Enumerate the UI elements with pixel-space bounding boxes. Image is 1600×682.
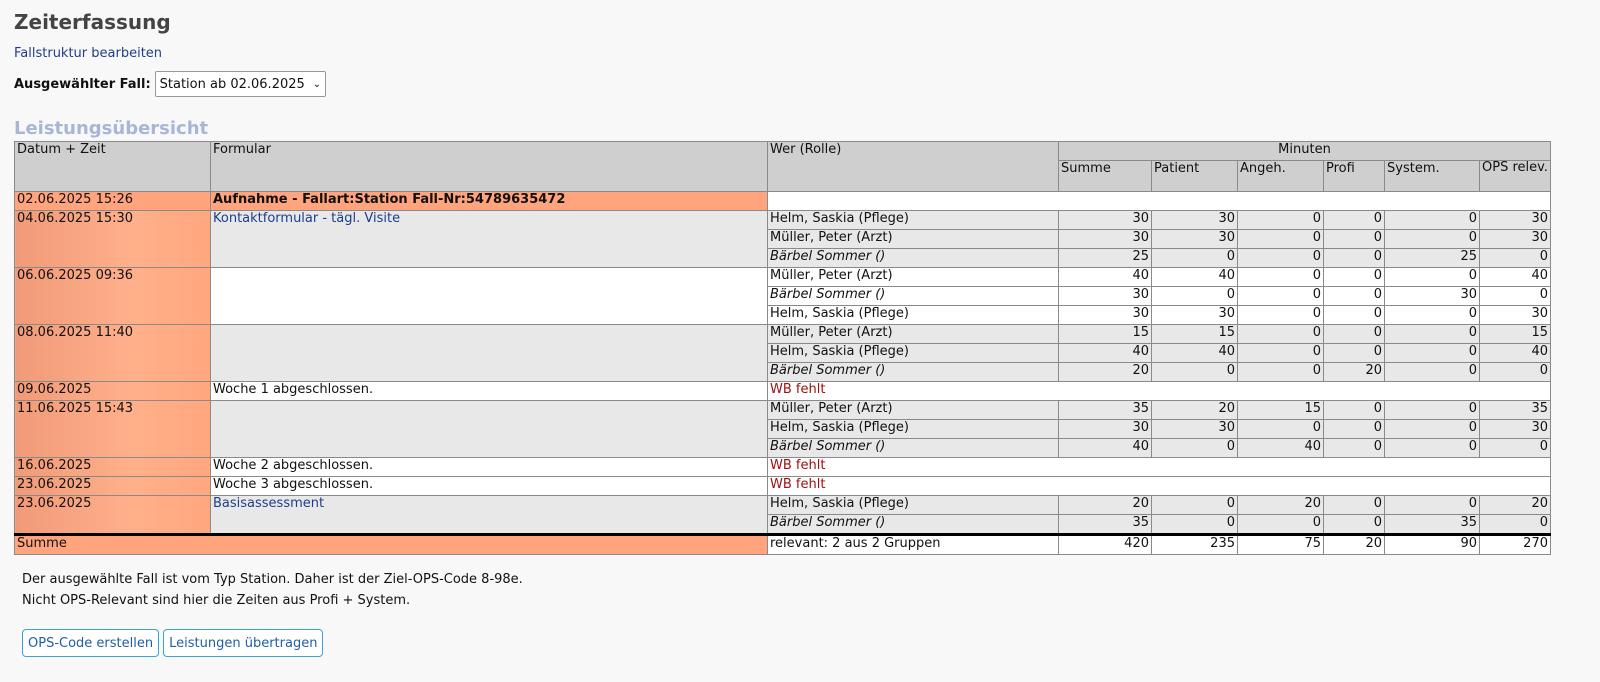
value-cell: 0	[1385, 211, 1480, 230]
value-cell: 0	[1152, 515, 1238, 535]
person-cell: Helm, Saskia (Pflege)	[768, 211, 1059, 230]
value-cell: 0	[1152, 439, 1238, 458]
value-cell: 30	[1480, 306, 1551, 325]
person-cell: Helm, Saskia (Pflege)	[768, 496, 1059, 515]
value-cell: 0	[1324, 496, 1385, 515]
sum-value: 270	[1480, 535, 1551, 555]
person-cell: Helm, Saskia (Pflege)	[768, 306, 1059, 325]
form-cell[interactable]	[211, 496, 768, 535]
value-cell: 15	[1152, 325, 1238, 344]
case-selector-row	[14, 71, 1600, 97]
value-cell: 0	[1324, 211, 1385, 230]
sum-value: 90	[1385, 535, 1480, 555]
table-row	[15, 401, 1551, 420]
value-cell: 30	[1480, 420, 1551, 439]
col-header-system: System.	[1385, 161, 1480, 192]
section-title: Leistungsübersicht	[14, 118, 209, 139]
value-cell: 0	[1152, 287, 1238, 306]
table-row	[15, 325, 1551, 344]
value-cell: 40	[1152, 268, 1238, 287]
value-cell: 40	[1480, 344, 1551, 363]
value-cell: 0	[1152, 249, 1238, 268]
value-cell: 40	[1152, 344, 1238, 363]
value-cell: 30	[1480, 230, 1551, 249]
value-cell: 0	[1238, 344, 1324, 363]
value-cell: 0	[1385, 439, 1480, 458]
person-cell: Helm, Saskia (Pflege)	[768, 420, 1059, 439]
value-cell: 0	[1385, 268, 1480, 287]
date-cell: 02.06.2025 15:26	[15, 192, 211, 211]
sum-relevant: relevant: 2 aus 2 Gruppen	[768, 535, 1059, 555]
case-select-value: Station ab 02.06.2025	[159, 76, 305, 92]
value-cell: 0	[1480, 249, 1551, 268]
table-row	[15, 477, 1551, 496]
notes	[22, 569, 1600, 611]
value-cell: 30	[1059, 230, 1152, 249]
value-cell: 0	[1385, 496, 1480, 515]
table-row	[15, 496, 1551, 515]
date-cell: 23.06.2025	[15, 496, 211, 535]
date-cell: 23.06.2025	[15, 477, 211, 496]
page-title: Zeiterfassung	[14, 10, 171, 34]
sum-value: 75	[1238, 535, 1324, 555]
form-cell	[211, 325, 768, 382]
value-cell: 0	[1324, 249, 1385, 268]
note-line: Nicht OPS-Relevant sind hier die Zeiten aus Profi + System.	[22, 593, 411, 608]
value-cell: 0	[1324, 306, 1385, 325]
sum-value: 420	[1059, 535, 1152, 555]
form-cell	[211, 268, 768, 325]
form-cell: Woche 2 abgeschlossen.	[211, 458, 768, 477]
col-header-profi: Profi	[1324, 161, 1385, 192]
value-cell: 0	[1480, 439, 1551, 458]
value-cell: 30	[1059, 211, 1152, 230]
value-cell: 30	[1152, 306, 1238, 325]
date-cell: 08.06.2025 11:40	[15, 325, 211, 382]
value-cell: 40	[1238, 439, 1324, 458]
value-cell: 30	[1059, 420, 1152, 439]
create-ops-code-button[interactable]: OPS-Code erstellen	[22, 629, 159, 657]
table-row	[15, 458, 1551, 477]
chevron-down-icon: ⌄	[312, 78, 322, 90]
value-cell: 0	[1324, 325, 1385, 344]
transfer-services-button[interactable]: Leistungen übertragen	[163, 629, 323, 657]
col-header-angeh: Angeh.	[1238, 161, 1324, 192]
date-cell: 06.06.2025 09:36	[15, 268, 211, 325]
value-cell: 20	[1238, 496, 1324, 515]
value-cell: 30	[1152, 420, 1238, 439]
value-cell: 35	[1480, 401, 1551, 420]
person-cell: Müller, Peter (Arzt)	[768, 325, 1059, 344]
value-cell: 0	[1152, 363, 1238, 382]
value-cell: 20	[1152, 401, 1238, 420]
value-cell: 0	[1324, 344, 1385, 363]
value-cell: 0	[1238, 230, 1324, 249]
date-cell: 09.06.2025	[15, 382, 211, 401]
person-cell: Müller, Peter (Arzt)	[768, 268, 1059, 287]
value-cell: 30	[1059, 287, 1152, 306]
value-cell: 0	[1238, 287, 1324, 306]
value-cell: 15	[1059, 325, 1152, 344]
note-line: Der ausgewählte Fall ist vom Typ Station. Daher ist der Ziel-OPS-Code 8-98e.	[22, 572, 523, 587]
value-cell: 40	[1059, 439, 1152, 458]
value-cell: 30	[1385, 287, 1480, 306]
person-cell: Müller, Peter (Arzt)	[768, 230, 1059, 249]
value-cell: 0	[1238, 515, 1324, 535]
value-cell: 25	[1385, 249, 1480, 268]
edit-case-structure-link[interactable]: Fallstruktur bearbeiten	[14, 46, 163, 61]
value-cell: 0	[1238, 211, 1324, 230]
sum-label: Summe	[15, 535, 768, 555]
value-cell: 25	[1059, 249, 1152, 268]
value-cell: 20	[1324, 363, 1385, 382]
table-row	[15, 192, 1551, 211]
date-cell: 11.06.2025 15:43	[15, 401, 211, 458]
empty-cell	[768, 192, 1551, 211]
value-cell: 0	[1385, 363, 1480, 382]
value-cell: 0	[1238, 306, 1324, 325]
status-cell: WB fehlt	[768, 458, 1551, 477]
value-cell: 0	[1238, 363, 1324, 382]
value-cell: 35	[1059, 401, 1152, 420]
person-cell: Bärbel Sommer ()	[768, 287, 1059, 306]
value-cell: 35	[1385, 515, 1480, 535]
form-cell	[211, 401, 768, 458]
value-cell: 0	[1238, 420, 1324, 439]
value-cell: 0	[1324, 401, 1385, 420]
form-link[interactable]: Basisassessment	[213, 496, 325, 511]
value-cell: 0	[1238, 249, 1324, 268]
col-header-ops: OPS relev.	[1480, 161, 1551, 192]
value-cell: 0	[1324, 268, 1385, 287]
value-cell: 0	[1324, 439, 1385, 458]
table-row	[15, 268, 1551, 287]
value-cell: 30	[1152, 230, 1238, 249]
button-bar	[22, 629, 1600, 657]
value-cell: 0	[1324, 515, 1385, 535]
sum-value: 20	[1324, 535, 1385, 555]
value-cell: 15	[1238, 401, 1324, 420]
value-cell: 0	[1385, 306, 1480, 325]
value-cell: 0	[1385, 401, 1480, 420]
value-cell: 0	[1385, 420, 1480, 439]
status-cell: WB fehlt	[768, 477, 1551, 496]
form-link[interactable]: Kontaktformular - tägl. Visite	[213, 211, 401, 226]
date-cell: 04.06.2025 15:30	[15, 211, 211, 268]
col-header-summe: Summe	[1059, 161, 1152, 192]
value-cell: 15	[1480, 325, 1551, 344]
col-header-formular: Formular	[211, 142, 768, 192]
value-cell: 20	[1059, 363, 1152, 382]
table-row	[15, 382, 1551, 401]
case-label: Ausgewählter Fall:	[14, 76, 151, 92]
person-cell: Bärbel Sommer ()	[768, 515, 1059, 535]
value-cell: 0	[1238, 325, 1324, 344]
value-cell: 0	[1480, 287, 1551, 306]
table-row	[15, 211, 1551, 230]
form-cell: Woche 1 abgeschlossen.	[211, 382, 768, 401]
form-cell: Woche 3 abgeschlossen.	[211, 477, 768, 496]
col-header-wer: Wer (Rolle)	[768, 142, 1059, 192]
value-cell: 0	[1238, 268, 1324, 287]
sum-row	[15, 535, 1551, 555]
value-cell: 40	[1059, 344, 1152, 363]
form-cell[interactable]	[211, 211, 768, 268]
value-cell: 0	[1324, 420, 1385, 439]
value-cell: 30	[1059, 306, 1152, 325]
services-table	[14, 141, 1551, 555]
person-cell: Bärbel Sommer ()	[768, 249, 1059, 268]
value-cell: 0	[1324, 287, 1385, 306]
col-header-minuten: Minuten	[1059, 142, 1551, 161]
value-cell: 30	[1480, 211, 1551, 230]
person-cell: Müller, Peter (Arzt)	[768, 401, 1059, 420]
date-cell: 16.06.2025	[15, 458, 211, 477]
col-header-patient: Patient	[1152, 161, 1238, 192]
sum-value: 235	[1152, 535, 1238, 555]
value-cell: 20	[1059, 496, 1152, 515]
value-cell: 0	[1385, 230, 1480, 249]
case-select[interactable]	[155, 71, 327, 97]
value-cell: 0	[1385, 325, 1480, 344]
value-cell: 20	[1480, 496, 1551, 515]
form-cell: Aufnahme - Fallart:Station Fall-Nr:54789635472	[211, 192, 768, 211]
value-cell: 40	[1480, 268, 1551, 287]
value-cell: 0	[1480, 363, 1551, 382]
status-cell: WB fehlt	[768, 382, 1551, 401]
value-cell: 0	[1324, 230, 1385, 249]
value-cell: 0	[1152, 496, 1238, 515]
value-cell: 0	[1480, 515, 1551, 535]
value-cell: 0	[1385, 344, 1480, 363]
value-cell: 35	[1059, 515, 1152, 535]
col-header-datum: Datum + Zeit	[15, 142, 211, 192]
person-cell: Bärbel Sommer ()	[768, 363, 1059, 382]
person-cell: Bärbel Sommer ()	[768, 439, 1059, 458]
value-cell: 40	[1059, 268, 1152, 287]
value-cell: 30	[1152, 211, 1238, 230]
person-cell: Helm, Saskia (Pflege)	[768, 344, 1059, 363]
